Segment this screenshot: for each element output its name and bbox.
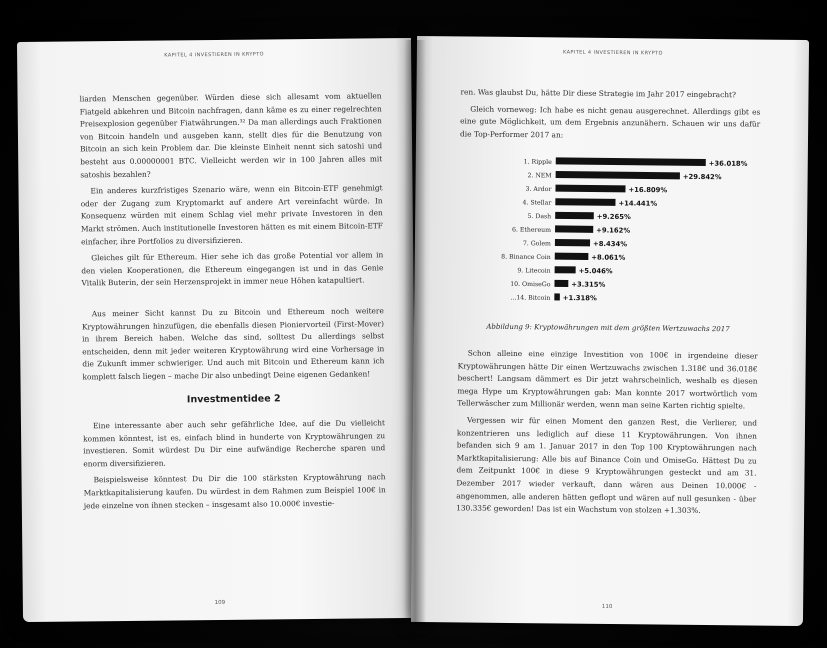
running-head-left: KAPITEL 4 INVESTIEREN IN KRYPTO: [164, 51, 265, 59]
paragraph: Gleiches gilt für Ethereum. Hier sehe ich das große Potential vor allem in den vielen Kooperationen, die Ethereum eingegangen ist und in das Genie Vitalik Buterin, der sein Herzensprojekt in immer neue Höhen katapultiert.: [81, 250, 384, 288]
chart-value-label: +9.162%: [596, 226, 631, 236]
chart-value-label: +14.441%: [618, 199, 658, 209]
chart-bar: [554, 280, 568, 287]
chart-category-label: ...14. Bitcoin: [510, 294, 551, 303]
chart-category-label: 7. Golem: [522, 240, 551, 248]
chart-value-label: +29.842%: [682, 173, 722, 182]
chart-bar: [555, 185, 625, 193]
running-head-right: KAPITEL 4 INVESTIEREN IN KRYPTO: [562, 49, 663, 57]
chart-category-label: 8. Binance Coin: [501, 253, 551, 262]
chart-value-label: +9.265%: [596, 213, 631, 222]
paragraph: Schon alleine eine einzige Investition von 100€ in irgendeine dieser Kryptowährungen hätte Dir einen Wertzuwachs zwischen 1.318€ und 36.018€ beschert! Langsam dämmert es Dir jetzt wahrscheinlich, weshalb es diesen mega Hype um Kryptowährungen gab: Man konnte 2017 wortwörtlich vom Tellerwäscher zum Millionär werden, wenn man seine Karten richtig spielte.: [457, 348, 758, 411]
chart-bar: [554, 294, 560, 301]
left-page: [17, 38, 417, 622]
chart-value-label: +16.809%: [628, 186, 668, 195]
paragraph: Beispielsweise könntest Du Dir die 100 stärksten Kryptowährung nach Marktkapitalisierung kaufen. Du würdest in dem Rahmen zum Beispiel 100€ in jede einzelne von ihnen stecken – insgesamt also 10.000€ investie-: [83, 472, 386, 511]
chart-bar: [555, 199, 615, 207]
chart-value-label: +8.061%: [591, 253, 626, 263]
paragraph: Aus meiner Sicht kannst Du zu Bitcoin und Ethereum noch weitere Kryptowährungen hinzufügen, die ebenfalls diesen Pioniervorteil (First-Mover) in ihrem Bereich haben. Welche das sind, solltest Du allerdings selbst entscheiden, denn mit jeder weiteren Kryptowährung wird eine Vorhersage in die Zukunft immer schwieriger. Und auch mit Bitcoin und Ethereum kann ich komplett falsch liegen – mache Dir also unbedingt Deine eigenen Gedanken!: [81, 306, 385, 382]
chart-bar: [556, 158, 706, 167]
chart-category-label: 1. Ripple: [523, 158, 552, 167]
chart-category-label: 2. NEM: [527, 172, 552, 180]
right-page-text: [456, 86, 761, 522]
section-heading: Investmentidee 2: [186, 393, 281, 406]
chart-category-label: 10. OmiseGo: [510, 281, 551, 289]
chart-value-label: +1.318%: [562, 294, 597, 303]
chart-bar: [556, 171, 680, 179]
chart-category-label: 9. Litecoin: [517, 267, 551, 276]
paragraph: ren. Was glaubst Du, hätte Dir diese Strategie im Jahr 2017 eingebracht?: [460, 87, 736, 100]
paragraph: Vergessen wir für einen Moment den ganzen Rest, die Verlierer, und konzentrieren uns lediglich auf diese 11 Kryptowährungen. Von ihnen befanden sich 9 am 1. Januar 2017 in den Top 100 Kryptowährungen nach Marktkapitalisierung: Alle bis auf Binance Coin und OmiseGo. Hättest Du zu dem Zeitpunkt 100€ in diese 9 Kryptowährungen gesteckt und am 31. Dezember 2017 wieder verkauft, dann wären aus Deinen 10.000€ - angenommen, alle anderen hätten geflopt und wären auf null gesunken - über 130.335€ geworden! Das ist ein Wachstum von stolzen +1.303%.: [456, 415, 758, 516]
right-page: [411, 36, 809, 626]
chart-category-label: 5. Dash: [527, 213, 552, 221]
chart-value-label: +3.315%: [571, 280, 606, 290]
growth-bar-chart: [458, 151, 760, 316]
figure-caption: Abbildung 9: Kryptowährungen mit dem größten Wertzuwachs 2017: [486, 323, 730, 334]
paragraph: Gleich vorneweg: Ich habe es nicht genau ausgerechnet. Allerdings gibt es eine gute Möglichkeit, um dem Ergebnis anzunähern. Schauen wir uns dafür die Top-Performer 2017 an:: [460, 104, 761, 140]
chart-svg: [458, 151, 760, 316]
chart-bar: [555, 226, 593, 233]
chart-bar: [555, 267, 576, 274]
paragraph: Eine interessante aber auch sehr gefährliche Idee, auf die Du vielleicht kommen könntest, ist es, einfach blind in hunderte von Kryptowährungen zu investieren. Somit würdest Du Dir eine aufwändige Recherche sparen und enorm diversifizieren.: [83, 418, 386, 469]
chart-value-label: +5.046%: [578, 267, 613, 276]
chart-value-label: +8.434%: [592, 240, 628, 249]
chart-bar: [555, 253, 589, 260]
chart-category-label: 3. Ardor: [525, 186, 552, 194]
left-page-text: [80, 90, 386, 516]
chart-value-label: +36.018%: [708, 159, 748, 169]
paragraph: Ein anderes kurzfristiges Szenario wäre, wenn ein Bitcoin-ETF genehmigt oder der Zugang zum Kryptomarkt auf andere Art vereinfacht würde. In Konsequenz würden mit einem Schlag viel mehr private Investoren in den Markt strömen. Auch institutionelle Investoren hätten es mit einem Bitcoin-ETF einfacher, ihre Portfolios zu diversifizieren.: [80, 183, 383, 246]
chart-bar: [555, 212, 594, 219]
chart-category-label: 6. Ethereum: [512, 226, 552, 235]
chart-category-label: 4. Stellar: [522, 199, 552, 208]
page-number-right: 110: [601, 603, 613, 611]
paragraph: liarden Menschen gegenüber. Würden diese sich allesamt vom aktuellen Fiatgeld abkehren und Bitcoin nachfragen, dann käme es zu einer regelrechten Preisexplosion gegenüber Fiatwährungen.³² Da man allerdings auch Fraktionen von Bitcoin handeln und ausgeben kann, stellt dies für die Benutzung von Bitcoin an sich kein Problem dar. Die kleinste Einheit nennt sich satoshi und besteht aus 0.00000001 BTC. Vielleicht werden wir in 100 Jahren alles mit satoshis bezahlen?: [79, 91, 383, 179]
chart-bar: [555, 239, 590, 246]
page-number-left: 109: [214, 599, 226, 607]
